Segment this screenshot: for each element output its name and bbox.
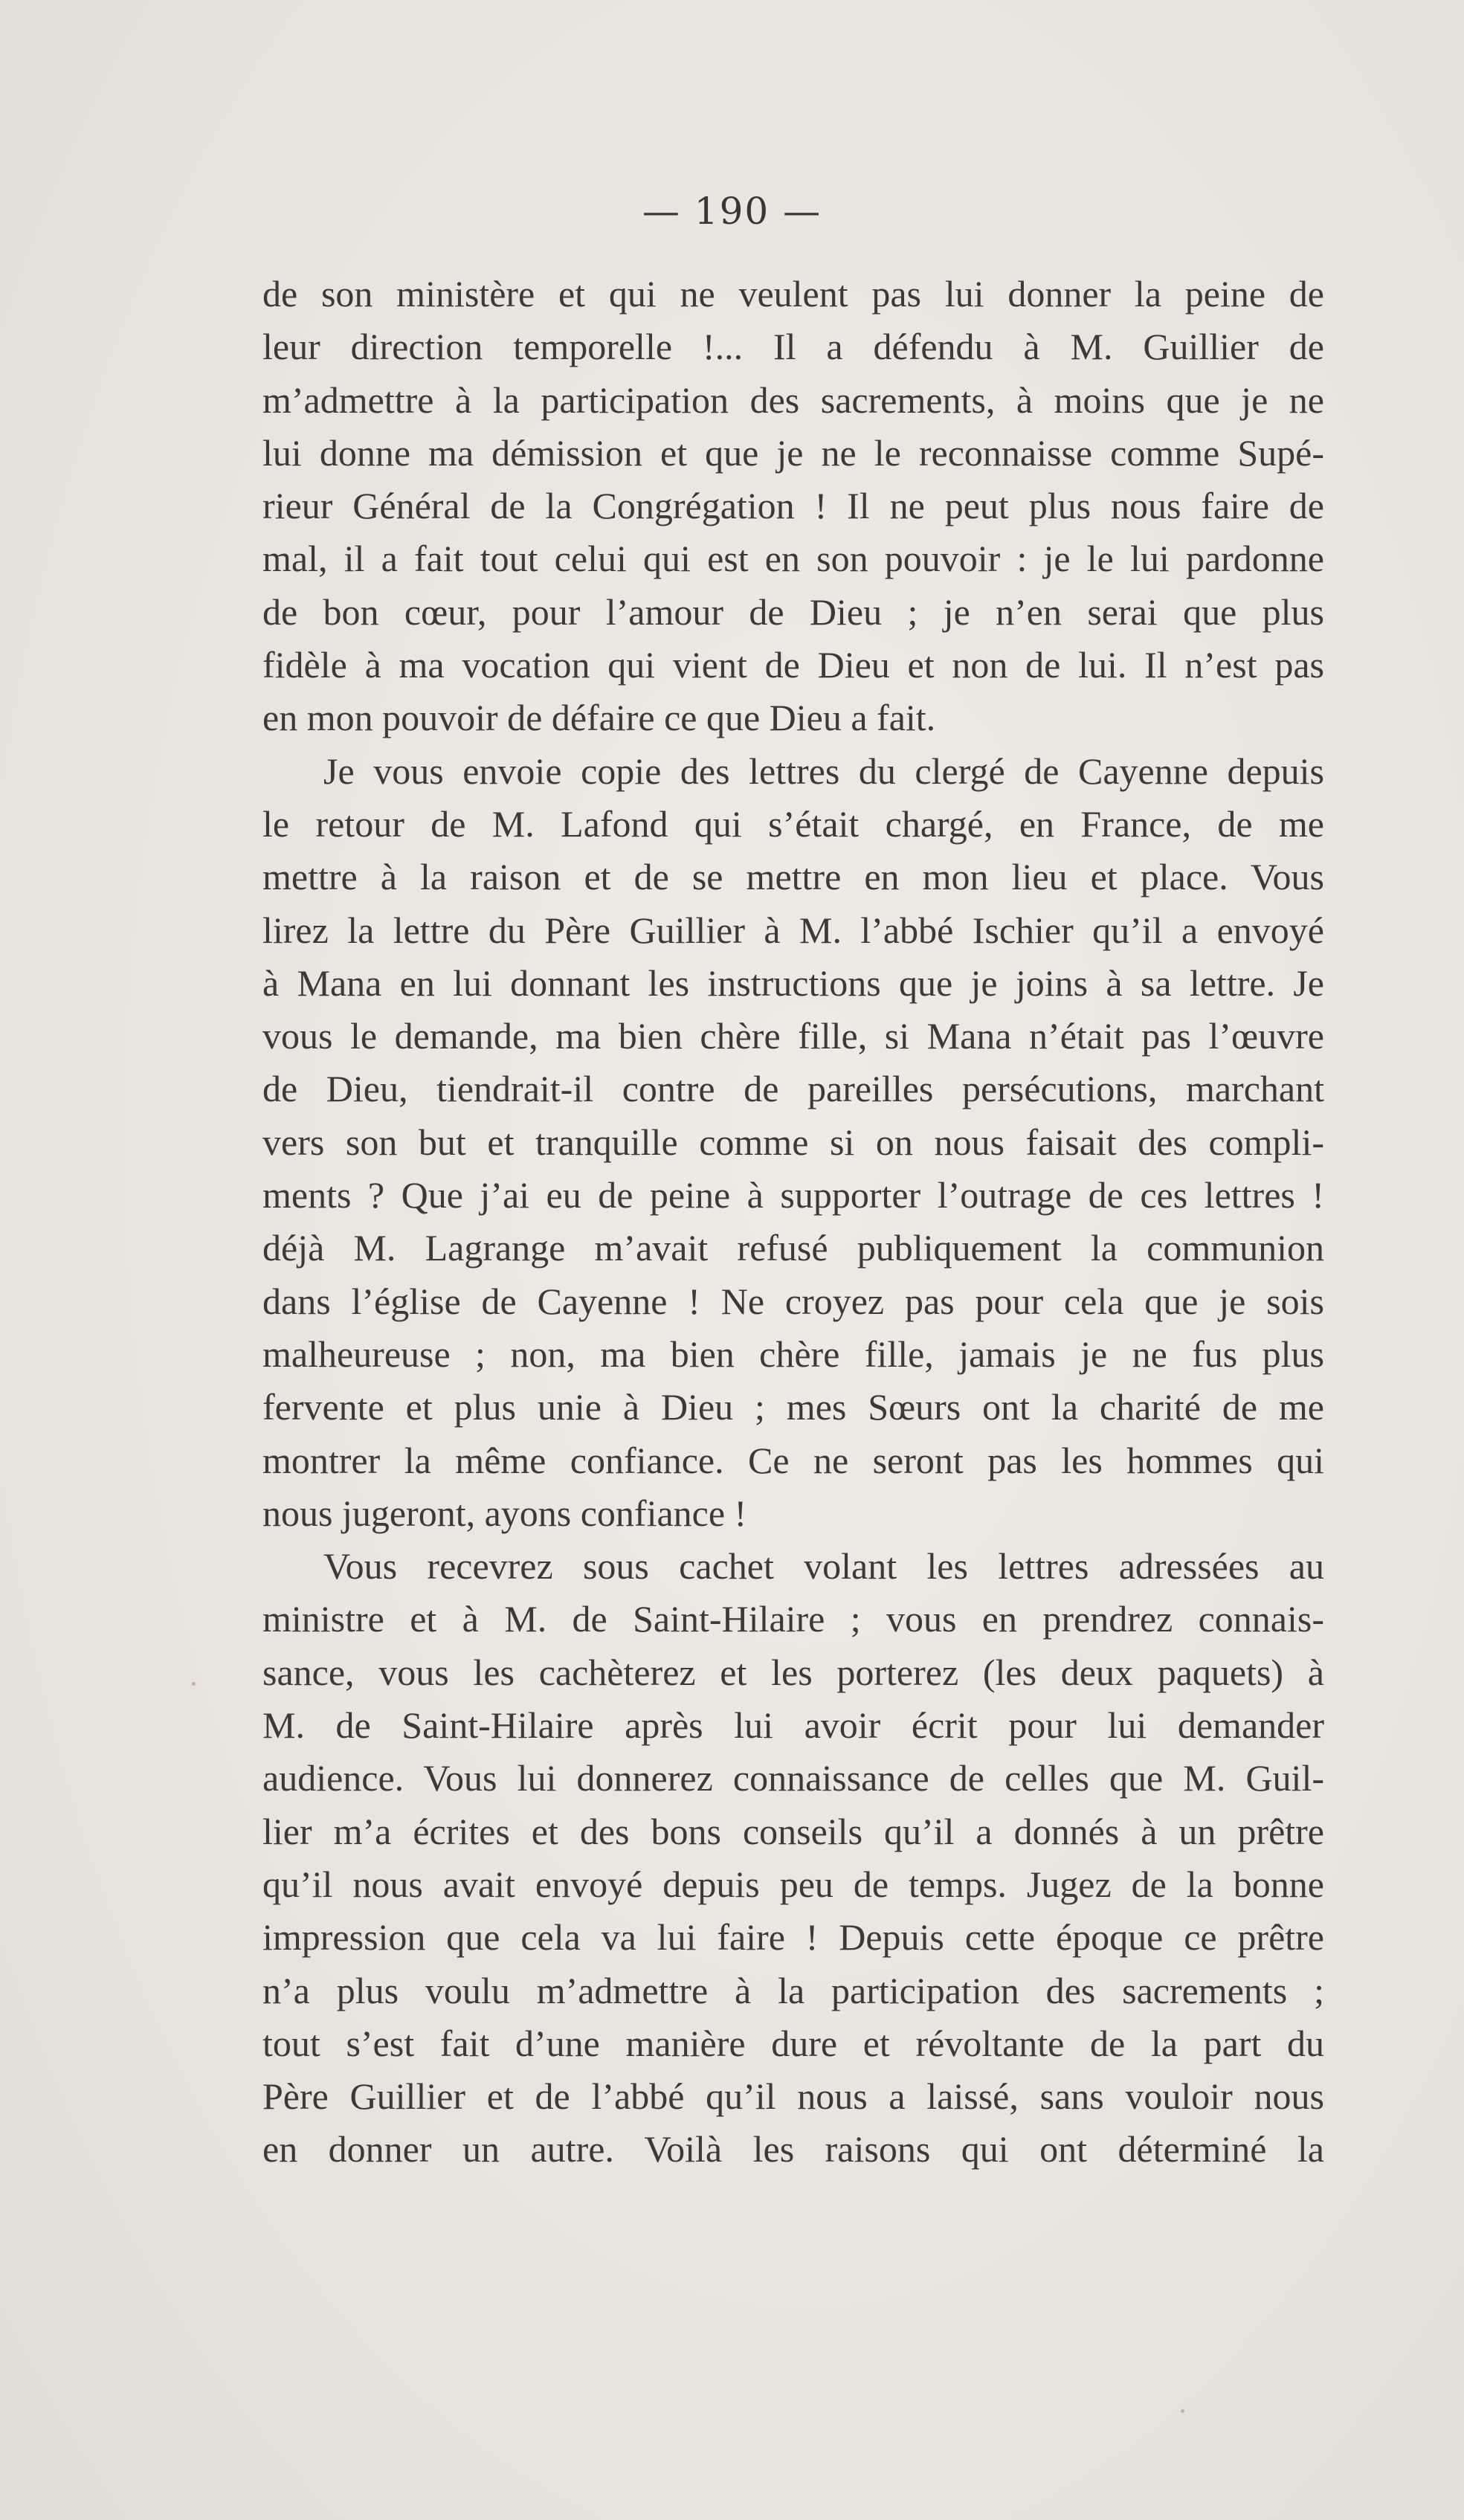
text-line: leur direction temporelle !... Il a défendu à M. Guillier de xyxy=(262,326,1324,368)
text-line: à Mana en lui donnant les instructions que je joins à sa lettre. Je xyxy=(262,961,1324,1004)
text-line: de Dieu, tiendrait-il contre de pareilles persécutions, marchant xyxy=(262,1068,1324,1110)
text-line: montrer la même confiance. Ce ne seront pas les hommes qui xyxy=(262,1439,1324,1481)
text-line: m’admettre à la participation des sacrements, à moins que je ne xyxy=(262,378,1324,421)
text-line: ministre et à M. de Saint-Hilaire ; vous en prendrez connais- xyxy=(262,1598,1324,1640)
text-line: fervente et plus unie à Dieu ; mes Sœurs ont la charité de me xyxy=(262,1386,1324,1428)
text-line: lier m’a écrites et des bons conseils qu’il a donnés à un prêtre xyxy=(262,1810,1324,1852)
text-line: M. de Saint-Hilaire après lui avoir écrit pour lui demander xyxy=(262,1704,1324,1747)
text-line: en donner un autre. Voilà les raisons qui ont déterminé la xyxy=(262,2128,1324,2171)
text-line: en mon pouvoir de défaire ce que Dieu a fait. xyxy=(262,697,936,739)
text-line: déjà M. Lagrange m’avait refusé publiquement la communion xyxy=(262,1227,1324,1269)
text-line: dans l’église de Cayenne ! Ne croyez pas pour cela que je sois xyxy=(262,1280,1324,1322)
text-line: audience. Vous lui donnerez connaissance de celles que M. Guil- xyxy=(262,1757,1324,1799)
paragraph xyxy=(262,268,1324,745)
page-number: — 190 — xyxy=(642,190,822,233)
text-line: vous le demande, ma bien chère fille, si Mana n’était pas l’œuvre xyxy=(262,1015,1324,1057)
text-line: le retour de M. Lafond qui s’était chargé, en France, de me xyxy=(262,802,1324,845)
paper-speck xyxy=(1181,2409,1184,2413)
text-line: sance, vous les cachèterez et les porterez (les deux paquets) à xyxy=(262,1651,1324,1693)
text-line: mettre à la raison et de se mettre en mon lieu et place. Vous xyxy=(262,856,1324,898)
text-line: malheureuse ; non, ma bien chère fille, jamais je ne fus plus xyxy=(262,1332,1324,1375)
body-text xyxy=(262,268,1324,2176)
text-line: de son ministère et qui ne veulent pas lui donner la peine de xyxy=(262,273,1324,315)
text-line: impression que cela va lui faire ! Depuis cette époque ce prêtre xyxy=(262,1916,1324,1959)
text-line: Père Guillier et de l’abbé qu’il nous a laissé, sans vouloir nous xyxy=(262,2075,1324,2118)
paper-speck xyxy=(192,1682,196,1686)
paragraph xyxy=(262,1540,1324,2176)
text-line: fidèle à ma vocation qui vient de Dieu et non de lui. Il n’est pas xyxy=(262,644,1324,686)
text-line: nous jugeront, ayons confiance ! xyxy=(262,1492,747,1534)
text-line: Je vous envoie copie des lettres du clergé de Cayenne depuis xyxy=(323,750,1324,792)
paragraph xyxy=(262,745,1324,1540)
text-line: tout s’est fait d’une manière dure et révoltante de la part du xyxy=(262,2022,1324,2064)
text-line: qu’il nous avait envoyé depuis peu de temps. Jugez de la bonne xyxy=(262,1863,1324,1905)
text-line: ments ? Que j’ai eu de peine à supporter l’outrage de ces lettres ! xyxy=(262,1174,1324,1217)
text-line: de bon cœur, pour l’amour de Dieu ; je n’en serai que plus xyxy=(262,590,1324,633)
text-line: Vous recevrez sous cachet volant les lettres adressées au xyxy=(323,1545,1324,1588)
text-line: rieur Général de la Congrégation ! Il ne peut plus nous faire de xyxy=(262,485,1324,527)
text-line: vers son but et tranquille comme si on nous faisait des compli- xyxy=(262,1121,1324,1163)
text-line: mal, il a fait tout celui qui est en son pouvoir : je le lui pardonne xyxy=(262,538,1324,580)
text-line: n’a plus voulu m’admettre à la participation des sacrements ; xyxy=(262,1969,1324,2011)
text-line: lui donne ma démission et que je ne le reconnaisse comme Supé- xyxy=(262,431,1324,474)
text-line: lirez la lettre du Père Guillier à M. l’abbé Ischier qu’il a envoyé xyxy=(262,909,1324,951)
